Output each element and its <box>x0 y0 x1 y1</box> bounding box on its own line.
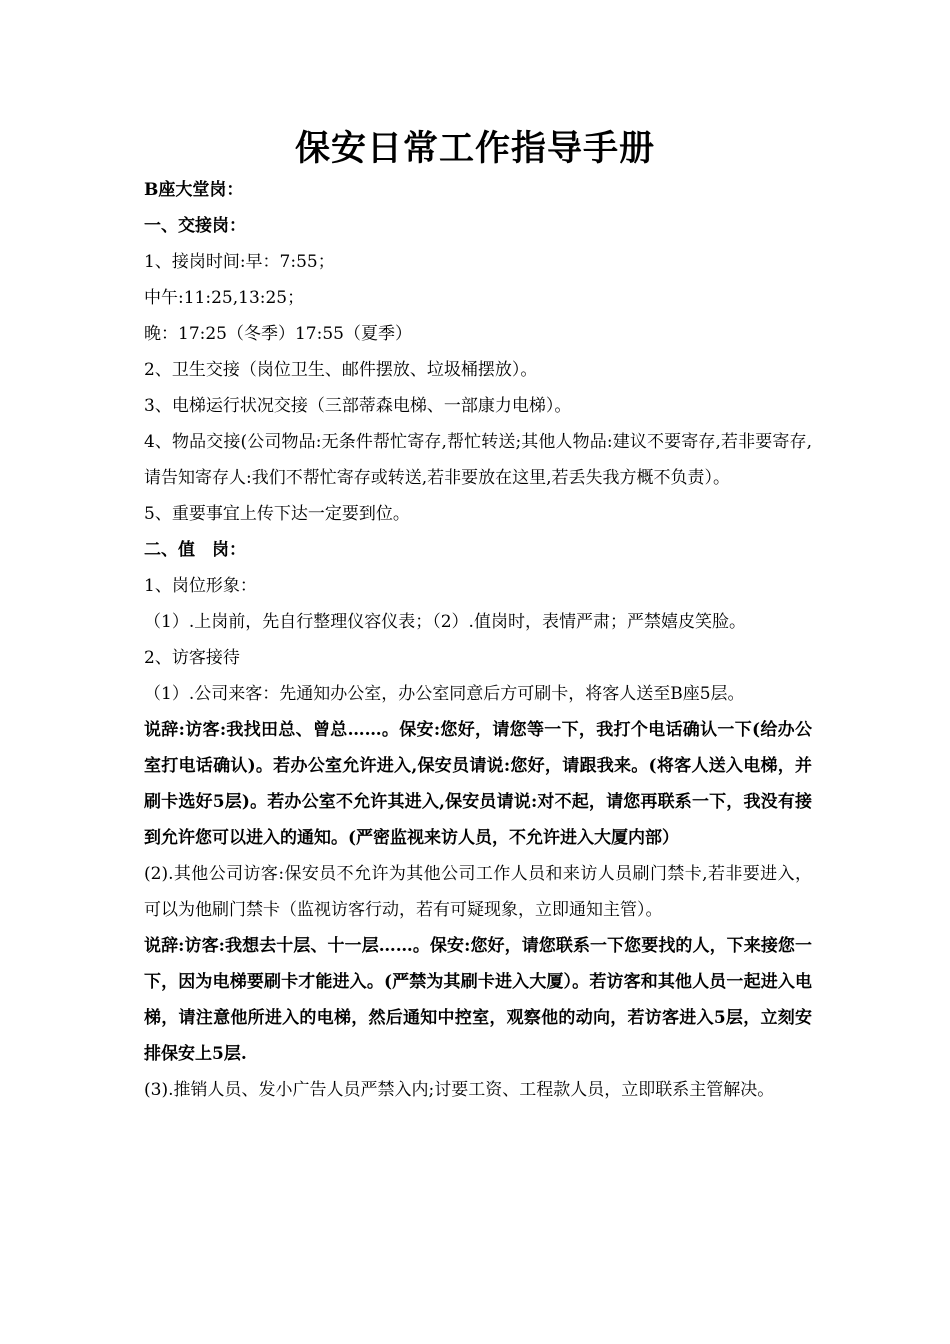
other-company-visitor-text: (2).其他公司访客:保安员不允许为其他公司工作人员和来访人员刷门禁卡,若非要进入，可以为他刷门禁卡（监视访客行动，若有可疑现象，立即通知主管）。 <box>144 864 812 920</box>
page-title: 保安日常工作指导手册 <box>294 128 655 169</box>
handover-time-line-1: 1、接岗时间:早：7:55； <box>144 252 335 272</box>
company-visitor-text: （1）.公司来客：先通知办公室，办公室同意后方可刷卡，将客人送至B座5层。 <box>144 684 745 704</box>
document-body <box>144 172 812 1108</box>
post-image-text: （1）.上岗前，先自行整理仪容仪表；（2）.值岗时，表情严肃；严禁嬉皮笑脸。 <box>144 612 746 632</box>
company-visitor-script: 说辞:访客:我找田总、曾总……。保安:您好，请您等一下，我打个电话确认一下(给办公室打电话确认)。若办公室允许进入,保安员请说:您好，请跟我来。(将客人送入电梯，并刷卡选好5层)。若办公室不允许其进入,保安员请说:对不起，请您再联系一下，我没有接到允许您可以进入的通知。(严密监视来访人员，不允许进入大厦内部） <box>144 720 812 848</box>
handover-time-line-3: 晚：17:25（冬季）17:55（夏季） <box>144 324 412 344</box>
handover-item-communication: 5、重要事宜上传下达一定要到位。 <box>144 504 410 524</box>
salesperson-policy-text: (3).推销人员、发小广告人员严禁入内;讨要工资、工程款人员，立即联系主管解决。 <box>144 1080 775 1100</box>
section-1-heading: 一、交接岗： <box>144 216 246 236</box>
handover-item-elevator: 3、电梯运行状况交接（三部蒂森电梯、一部康力电梯）。 <box>144 396 572 416</box>
handover-item-articles: 4、物品交接(公司物品:无条件帮忙寄存,帮忙转送;其他人物品:建议不要寄存,若非要寄存,请告知寄存人:我们不帮忙寄存或转送,若非要放在这里,若丢失我方概不负责）。 <box>144 432 812 488</box>
visitor-reception-heading: 2、访客接待 <box>144 648 240 668</box>
handover-time-line-2: 中午:11:25,13:25； <box>144 288 305 308</box>
handover-item-hygiene: 2、卫生交接（岗位卫生、邮件摆放、垃圾桶摆放）。 <box>144 360 538 380</box>
other-company-visitor-script: 说辞:访客:我想去十层、十一层……。保安:您好，请您联系一下您要找的人，下来接您一下，因为电梯要刷卡才能进入。(严禁为其刷卡进入大厦）。若访客和其他人员一起进入电梯，请注意他所进入的电梯，然后通知中控室，观察他的动向，若访客进入5层，立刻安排保安上5层. <box>144 936 812 1064</box>
section-2-heading: 二、值 岗： <box>144 540 246 560</box>
post-heading: B座大堂岗： <box>144 180 244 200</box>
post-image-heading: 1、岗位形象： <box>144 576 257 596</box>
